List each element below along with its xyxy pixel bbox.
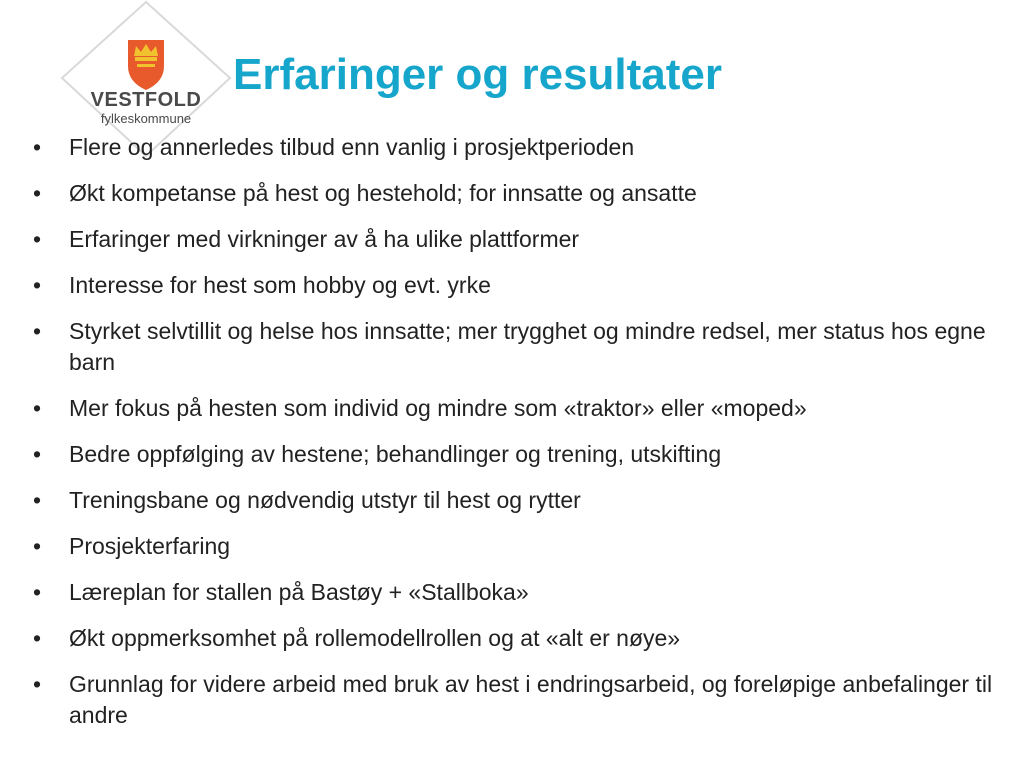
bullet-item xyxy=(0,577,1024,608)
bullet-item xyxy=(0,439,1024,470)
bullet-text: Interesse for hest som hobby og evt. yrke xyxy=(69,272,491,298)
bullet-icon: • xyxy=(33,579,42,605)
bullet-text: Bedre oppfølging av hestene; behandlinger og trening, utskifting xyxy=(69,441,722,467)
bullet-item xyxy=(0,531,1024,562)
bullet-item xyxy=(0,623,1024,654)
bullet-text: Treningsbane og nødvendig utstyr til hest og rytter xyxy=(69,487,581,513)
bullet-text: Økt kompetanse på hest og hestehold; for innsatte og ansatte xyxy=(69,180,697,206)
bullet-icon: • xyxy=(33,625,42,651)
bullet-icon: • xyxy=(33,134,42,160)
slide-title: Erfaringer og resultater xyxy=(233,50,723,99)
bullet-icon: • xyxy=(33,671,42,697)
bullet-text: Prosjekterfaring xyxy=(69,533,231,559)
logo-name: VESTFOLD xyxy=(90,89,202,111)
bullet-icon: • xyxy=(33,533,42,559)
bullet-item xyxy=(0,669,1024,731)
bullet-item xyxy=(0,132,1024,163)
bullet-item xyxy=(0,316,1024,378)
logo-subtitle: fylkeskommune xyxy=(100,111,192,126)
bullet-item xyxy=(0,270,1024,301)
bullet-item xyxy=(0,485,1024,516)
bullet-text: Grunnlag for videre arbeid med bruk av hest i endringsarbeid, og foreløpige anbefalinger til andre xyxy=(69,671,993,728)
bullet-icon: • xyxy=(33,272,42,298)
bullet-icon: • xyxy=(33,226,42,252)
bullet-icon: • xyxy=(33,441,42,467)
bullet-text: Styrket selvtillit og helse hos innsatte; mer trygghet og mindre redsel, mer status hos egne barn xyxy=(69,318,986,375)
bullet-item xyxy=(0,393,1024,424)
bullet-text: Læreplan for stallen på Bastøy + «Stallboka» xyxy=(69,579,529,605)
bullet-icon: • xyxy=(33,487,42,513)
bullet-text: Flere og annerledes tilbud enn vanlig i prosjektperioden xyxy=(69,134,635,160)
bullet-item xyxy=(0,224,1024,255)
bullet-item xyxy=(0,178,1024,209)
bullet-text: Erfaringer med virkninger av å ha ulike plattformer xyxy=(69,226,580,252)
bullet-list xyxy=(0,132,1024,746)
bullet-icon: • xyxy=(33,318,42,344)
bullet-icon: • xyxy=(33,180,42,206)
bullet-text: Økt oppmerksomhet på rollemodellrollen og at «alt er nøye» xyxy=(69,625,681,651)
bullet-text: Mer fokus på hesten som individ og mindre som «traktor» eller «moped» xyxy=(69,395,807,421)
bullet-icon: • xyxy=(33,395,42,421)
